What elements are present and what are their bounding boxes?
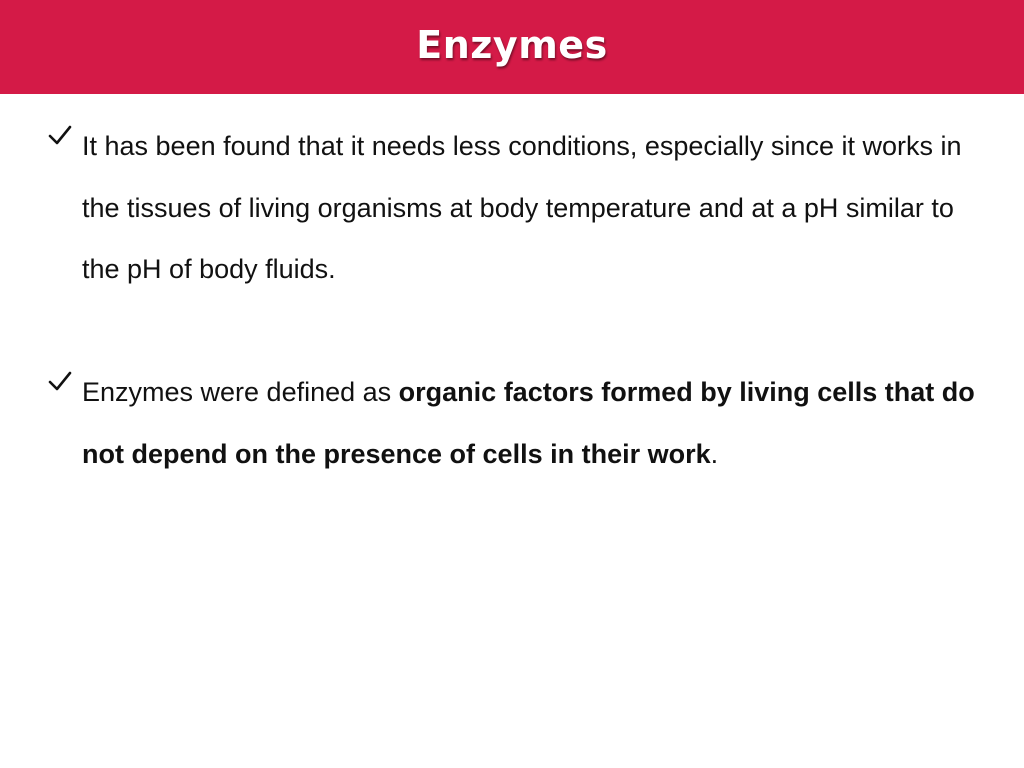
bullet-text-2: [82, 362, 978, 485]
slide-title: Enzymes: [416, 23, 608, 67]
bullet-text-1: It has been found that it needs less conditions, especially since it works in the tissues of living organisms at body temperature and at a pH similar to the pH of body fluids.: [82, 131, 962, 284]
bullet-text-2-end: .: [710, 438, 719, 469]
bullet-item-2: [48, 362, 978, 485]
bullet-text-2-plain: Enzymes were defined as: [82, 377, 399, 407]
checkmark-icon: [48, 370, 72, 392]
bullet-item-1: [48, 116, 978, 301]
bullet-text-2-bold: organic factors formed by living cells that do not depend on the presence of cells in their work: [82, 377, 975, 469]
checkmark-icon: [48, 124, 72, 146]
title-bar: [0, 0, 1024, 94]
